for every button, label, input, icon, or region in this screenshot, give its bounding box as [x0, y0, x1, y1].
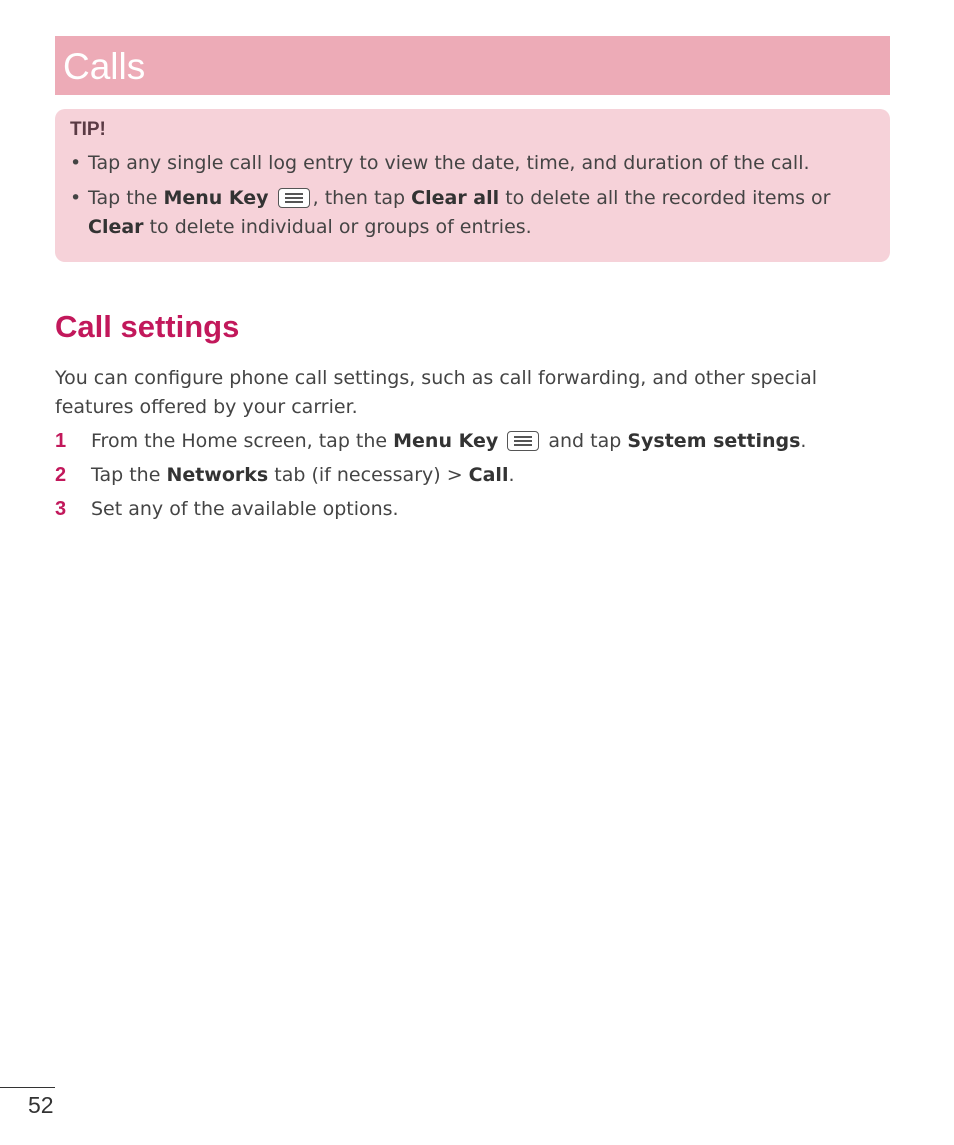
tip-list: [70, 149, 880, 248]
tip-item-1-text: Tap any single call log entry to view the date, time, and duration of the call.: [88, 152, 810, 174]
system-settings-term: System settings: [627, 430, 801, 452]
step-text: .: [800, 430, 807, 452]
menu-key-term: Menu Key: [163, 187, 269, 209]
page-title: Calls: [63, 46, 146, 87]
tip-label: TIP!: [70, 119, 106, 140]
section-intro: You can configure phone call settings, such as call forwarding, and other special features offered by your carrier.: [55, 367, 818, 418]
call-term: Call: [468, 464, 509, 486]
clear-all-term: Clear all: [411, 187, 500, 209]
header-bar: [55, 36, 890, 95]
tip-box: [55, 109, 890, 262]
step-text: tab (if necessary) >: [268, 464, 469, 486]
tip-item-2: [70, 184, 880, 242]
menu-key-icon: [278, 188, 310, 208]
menu-key-term: Menu Key: [393, 430, 499, 452]
step-2: [55, 461, 895, 490]
bullet-icon: •: [70, 152, 82, 174]
step-3: [55, 495, 895, 524]
clear-term: Clear: [88, 216, 144, 238]
step-text: From the Home screen, tap the: [91, 430, 394, 452]
step-number: 2: [55, 464, 67, 486]
footer-rule: [0, 1087, 55, 1088]
tip-item-2-text: , then tap: [312, 187, 412, 209]
page-number: 52: [28, 1092, 54, 1118]
step-text: Tap the: [91, 464, 167, 486]
section-heading: Call settings: [55, 309, 240, 344]
tip-item-2-text: to delete individual or groups of entries.: [143, 216, 532, 238]
tip-item-2-text: Tap the: [88, 187, 164, 209]
tip-item-1: [70, 149, 880, 178]
menu-key-icon: [507, 431, 539, 451]
step-number: 3: [55, 498, 67, 520]
step-text: and tap: [542, 430, 628, 452]
step-number: 1: [55, 430, 67, 452]
step-1: [55, 427, 895, 456]
networks-term: Networks: [166, 464, 269, 486]
step-text: Set any of the available options.: [91, 498, 399, 520]
step-text: .: [508, 464, 515, 486]
bullet-icon: •: [70, 187, 82, 209]
tip-item-2-text: to delete all the recorded items or: [499, 187, 831, 209]
steps-list: [55, 427, 895, 529]
